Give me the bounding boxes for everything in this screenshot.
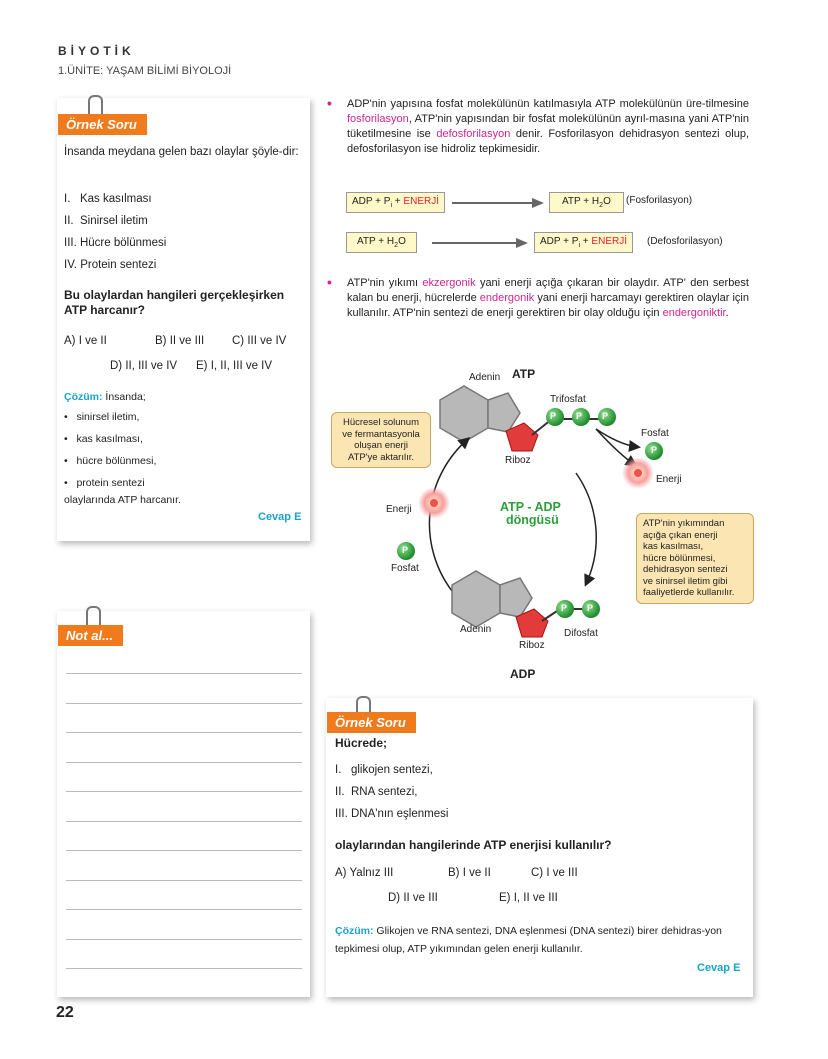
callout-right: ATP'nin yıkımından açığa çıkan enerji kas kasılması, hücre bölünmesi, dehidrasyon sentezi ve sinirsel iletim gibi faaliyetlerde kullanılır. xyxy=(636,513,754,604)
question-text: olaylarından hangilerinde ATP enerjisi kullanılır? xyxy=(335,838,612,852)
equation-1-left: ADP + $P_i$ + ENERJİ xyxy=(346,192,445,213)
riboz-bottom-label: Riboz xyxy=(519,640,545,651)
energy-burst-right-icon xyxy=(622,457,654,489)
unit-title: 1.ÜNİTE: YAŞAM BİLİMİ BİYOLOJİ xyxy=(58,65,232,77)
paragraph-1: ADP'nin yapısına fosfat molekülünün katılmasıyla ATP molekülünün üre-tilmesine fosforilasyon, ATP'nin yapısından bir fosfat molekülünün ayrıl-masına yani ATP'nin tüketilmesine ise defosforilasyon denir. Fosforilasyon dehidrasyon sentezi olup, defosforilasyon ise hidroliz tepkimesidir. xyxy=(347,98,749,155)
adp-label: ADP xyxy=(510,667,536,681)
arrow-2 xyxy=(432,236,528,250)
answer-label: Cevap E xyxy=(697,962,741,974)
equation-2-right: ADP + $P_i$ + ENERJİ xyxy=(534,232,633,253)
option-c: C) III ve IV xyxy=(232,335,287,347)
difosfat-label: Difosfat xyxy=(564,628,598,639)
list-item: I. Kas kasılması xyxy=(64,193,152,205)
solution-label: Çözüm: xyxy=(64,391,103,403)
enerji-left-label: Enerji xyxy=(386,504,412,515)
note-line xyxy=(66,821,302,822)
trifosfat-label: Trifosfat xyxy=(550,394,586,405)
phosphate-p: P xyxy=(651,445,658,455)
phosphate-p: P xyxy=(602,411,609,421)
notes-tag: Not al... xyxy=(58,625,123,646)
list-item: II. RNA sentezi, xyxy=(335,786,418,798)
solution-item: • kas kasılması, xyxy=(64,433,143,445)
question-intro: Hücrede; xyxy=(335,736,388,750)
question-intro: İnsanda meydana gelen bazı olaylar şöyle-dir: xyxy=(64,146,299,158)
atp-label: ATP xyxy=(512,367,536,381)
list-item: III. Hücre bölünmesi xyxy=(64,237,167,249)
fosfat-left-label: Fosfat xyxy=(391,563,419,574)
option-a: A) I ve II xyxy=(64,335,107,347)
list-item: II. Sinirsel iletim xyxy=(64,215,148,227)
note-line xyxy=(66,850,302,851)
answer-label: Cevap E xyxy=(258,511,302,523)
note-line xyxy=(66,732,302,733)
riboz-top-label: Riboz xyxy=(505,455,531,466)
phosphate-p: P xyxy=(550,411,557,421)
bullet-icon: • xyxy=(327,95,332,111)
option-e: E) I, II ve III xyxy=(499,892,558,904)
option-e: E) I, II, III ve IV xyxy=(196,360,273,372)
note-line xyxy=(66,673,302,674)
note-line xyxy=(66,762,302,763)
example-question-tag: Örnek Soru xyxy=(58,114,147,135)
option-d: D) II ve III xyxy=(388,892,438,904)
callout-left: Hücresel solunum ve fermantasyonla oluşan enerji ATP'ye aktarılır. xyxy=(331,412,431,468)
energy-burst-left-icon xyxy=(418,487,450,519)
solution-label: Çözüm: xyxy=(335,925,374,937)
solution-item: • protein sentezi xyxy=(64,477,145,489)
list-item: IV. Protein sentezi xyxy=(64,259,157,271)
option-c: C) I ve III xyxy=(531,867,578,879)
cycle-title-2: döngüsü xyxy=(506,513,559,527)
note-line xyxy=(66,880,302,881)
equation-2-label: (Defosforilasyon) xyxy=(647,236,723,247)
note-line xyxy=(66,791,302,792)
equation-1-label: (Fosforilasyon) xyxy=(626,195,693,206)
option-b: B) II ve III xyxy=(155,335,205,347)
note-line xyxy=(66,939,302,940)
note-line xyxy=(66,968,302,969)
note-line xyxy=(66,703,302,704)
fosfat-right-label: Fosfat xyxy=(641,428,669,439)
solution-item: • sinirsel iletim, xyxy=(64,411,140,423)
option-a: A) Yalnız III xyxy=(335,867,394,879)
cycle-title-1: ATP - ADP xyxy=(500,500,561,514)
option-d: D) II, III ve IV xyxy=(110,360,178,372)
adenin-bottom-label: Adenin xyxy=(460,624,492,635)
solution-end: olaylarında ATP harcanır. xyxy=(64,494,181,506)
equation-2-left: ATP + $H_2O$ xyxy=(346,232,417,253)
solution-text: Çözüm: Glikojen ve RNA sentezi, DNA eşlenmesi (DNA sentezi) birer dehidras-yon tepkimesi olup, ATP yıkımından gelen enerji kullanılır. xyxy=(335,925,722,955)
example-question-card-1 xyxy=(57,98,310,541)
arrow-1 xyxy=(452,196,544,210)
phosphate-p: P xyxy=(561,603,568,613)
solution-item: • hücre bölünmesi, xyxy=(64,455,157,467)
option-b: B) I ve II xyxy=(448,867,491,879)
page-number: 22 xyxy=(56,1004,74,1021)
phosphate-p: P xyxy=(587,603,594,613)
phosphate-p: P xyxy=(576,411,583,421)
note-line xyxy=(66,909,302,910)
solution-line xyxy=(64,390,146,405)
example-question-tag: Örnek Soru xyxy=(327,712,416,733)
phosphate-p: P xyxy=(402,545,409,555)
list-item: III. DNA'nın eşlenmesi xyxy=(335,808,449,820)
adenin-top-label: Adenin xyxy=(469,372,501,383)
enerji-right-label: Enerji xyxy=(656,474,682,485)
brand-title: BİYOTİK xyxy=(58,44,135,58)
bullet-icon: • xyxy=(327,274,332,290)
list-item: I. glikojen sentezi, xyxy=(335,764,433,776)
equation-1-right: ATP + $H_2O$ xyxy=(549,192,624,213)
solution-intro: İnsanda; xyxy=(105,391,146,403)
question-text: Bu olaylardan hangileri gerçekleşirken ATP harcanır? xyxy=(64,288,285,317)
paragraph-2: ATP'nin yıkımı ekzergonik yani enerji açığa çıkaran bir olaydır. ATP' den serbest kalan bu enerji, hücrelerde endergonik yani enerji harcamayı gerektiren olaylar için kullanılır. ATP'nin sentezi de enerji gerektiren bir olay olduğu için endergoniktir. xyxy=(347,277,749,319)
